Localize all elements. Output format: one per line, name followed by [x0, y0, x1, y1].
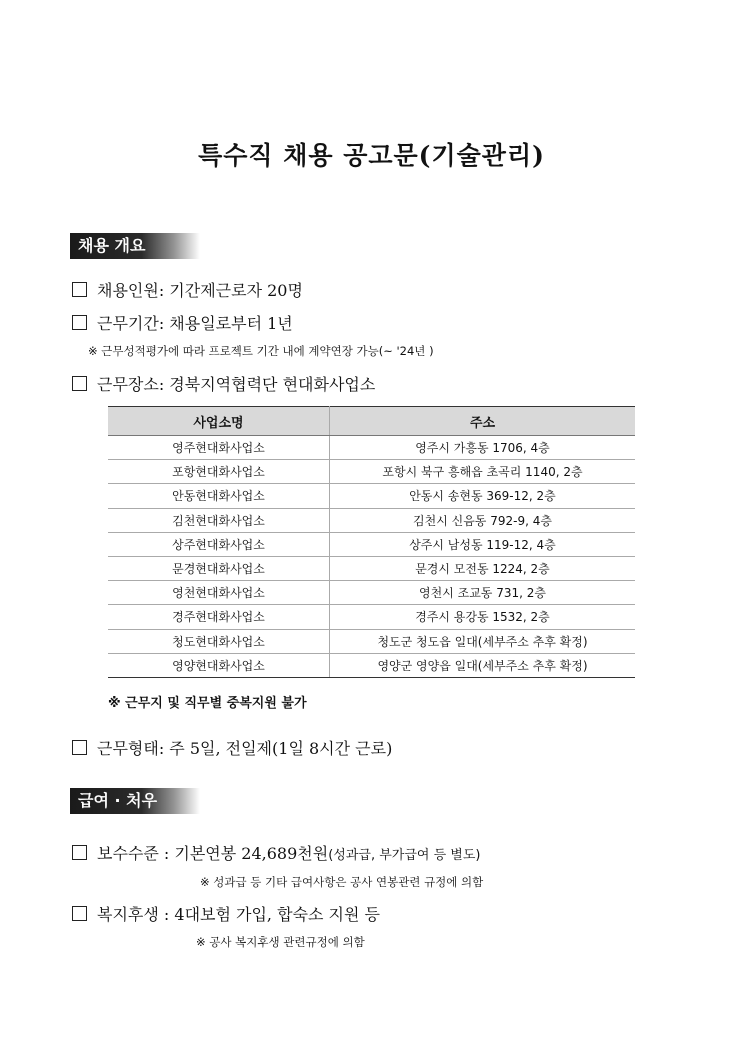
- note-salary-rules: ※ 성과급 등 기타 급여사항은 공사 연봉관련 규정에 의함: [200, 875, 484, 889]
- table-row: [108, 629, 635, 653]
- item-period-text: 근무기간: 채용일로부터 1년: [97, 314, 293, 333]
- item-headcount-text: 채용인원: 기간제근로자 20명: [97, 281, 303, 300]
- table-cell: 안동시 송현동 369-12, 2층: [330, 484, 636, 508]
- table-header-address: 주소: [330, 407, 636, 436]
- table-cell: 김천현대화사업소: [108, 508, 330, 532]
- item-headcount: [72, 278, 303, 301]
- table-cell: 경주시 용강동 1532, 2층: [330, 605, 636, 629]
- checkbox-icon: [72, 282, 87, 297]
- item-location: [72, 372, 375, 395]
- section-heading-pay: 급여 · 처우: [70, 788, 200, 814]
- checkbox-icon: [72, 845, 87, 860]
- checkbox-icon: [72, 740, 87, 755]
- note-welfare-rules: ※ 공사 복지후생 관련규정에 의함: [196, 935, 365, 949]
- table-cell: 영양현대화사업소: [108, 653, 330, 677]
- table-cell: 포항시 북구 흥해읍 초곡리 1140, 2층: [330, 460, 636, 484]
- note-no-duplicate: ※ 근무지 및 직무별 중복지원 불가: [108, 696, 307, 711]
- table-header-office: 사업소명: [108, 407, 330, 436]
- table-row: [108, 460, 635, 484]
- table-row: [108, 436, 635, 460]
- table-header-row: [108, 407, 635, 436]
- page-title: 특수직 채용 공고문(기술관리): [198, 141, 545, 170]
- item-period: [72, 311, 293, 334]
- table-row: [108, 581, 635, 605]
- table-cell: 문경시 모전동 1224, 2층: [330, 556, 636, 580]
- table-row: [108, 532, 635, 556]
- table-cell: 영주시 가흥동 1706, 4층: [330, 436, 636, 460]
- office-table: [108, 406, 635, 678]
- table-cell: 상주시 남성동 119-12, 4층: [330, 532, 636, 556]
- table-cell: 김천시 신음동 792-9, 4층: [330, 508, 636, 532]
- table-cell: 영주현대화사업소: [108, 436, 330, 460]
- item-salary-text: 보수수준 : 기본연봉 24,689천원: [97, 844, 329, 863]
- table-cell: 경주현대화사업소: [108, 605, 330, 629]
- table-cell: 문경현대화사업소: [108, 556, 330, 580]
- table-cell: 청도군 청도읍 일대(세부주소 추후 확정): [330, 629, 636, 653]
- table-row: [108, 605, 635, 629]
- table-cell: 청도현대화사업소: [108, 629, 330, 653]
- table-row: [108, 556, 635, 580]
- table-cell: 포항현대화사업소: [108, 460, 330, 484]
- note-contract-extension: ※ 근무성적평가에 따라 프로젝트 기간 내에 계약연장 가능(~ '24년 ): [88, 344, 434, 358]
- table-cell: 영천현대화사업소: [108, 581, 330, 605]
- checkbox-icon: [72, 906, 87, 921]
- table-row: [108, 508, 635, 532]
- table-cell: 영양군 영양읍 일대(세부주소 추후 확정): [330, 653, 636, 677]
- table-row: [108, 484, 635, 508]
- item-welfare-text: 복지후생 : 4대보험 가입, 합숙소 지원 등: [97, 905, 381, 924]
- table-cell: 상주현대화사업소: [108, 532, 330, 556]
- table-row: [108, 653, 635, 677]
- table-cell: 영천시 조교동 731, 2층: [330, 581, 636, 605]
- item-location-text: 근무장소: 경북지역협력단 현대화사업소: [97, 375, 376, 394]
- item-salary-sub: (성과급, 부가급여 등 별도): [328, 848, 481, 863]
- table-cell: 안동현대화사업소: [108, 484, 330, 508]
- item-work-type-text: 근무형태: 주 5일, 전일제(1일 8시간 근로): [97, 739, 393, 758]
- section-heading-overview: 채용 개요: [70, 233, 200, 259]
- item-welfare: [72, 902, 380, 925]
- item-salary: [72, 841, 480, 864]
- item-work-type: [72, 736, 392, 759]
- checkbox-icon: [72, 315, 87, 330]
- checkbox-icon: [72, 376, 87, 391]
